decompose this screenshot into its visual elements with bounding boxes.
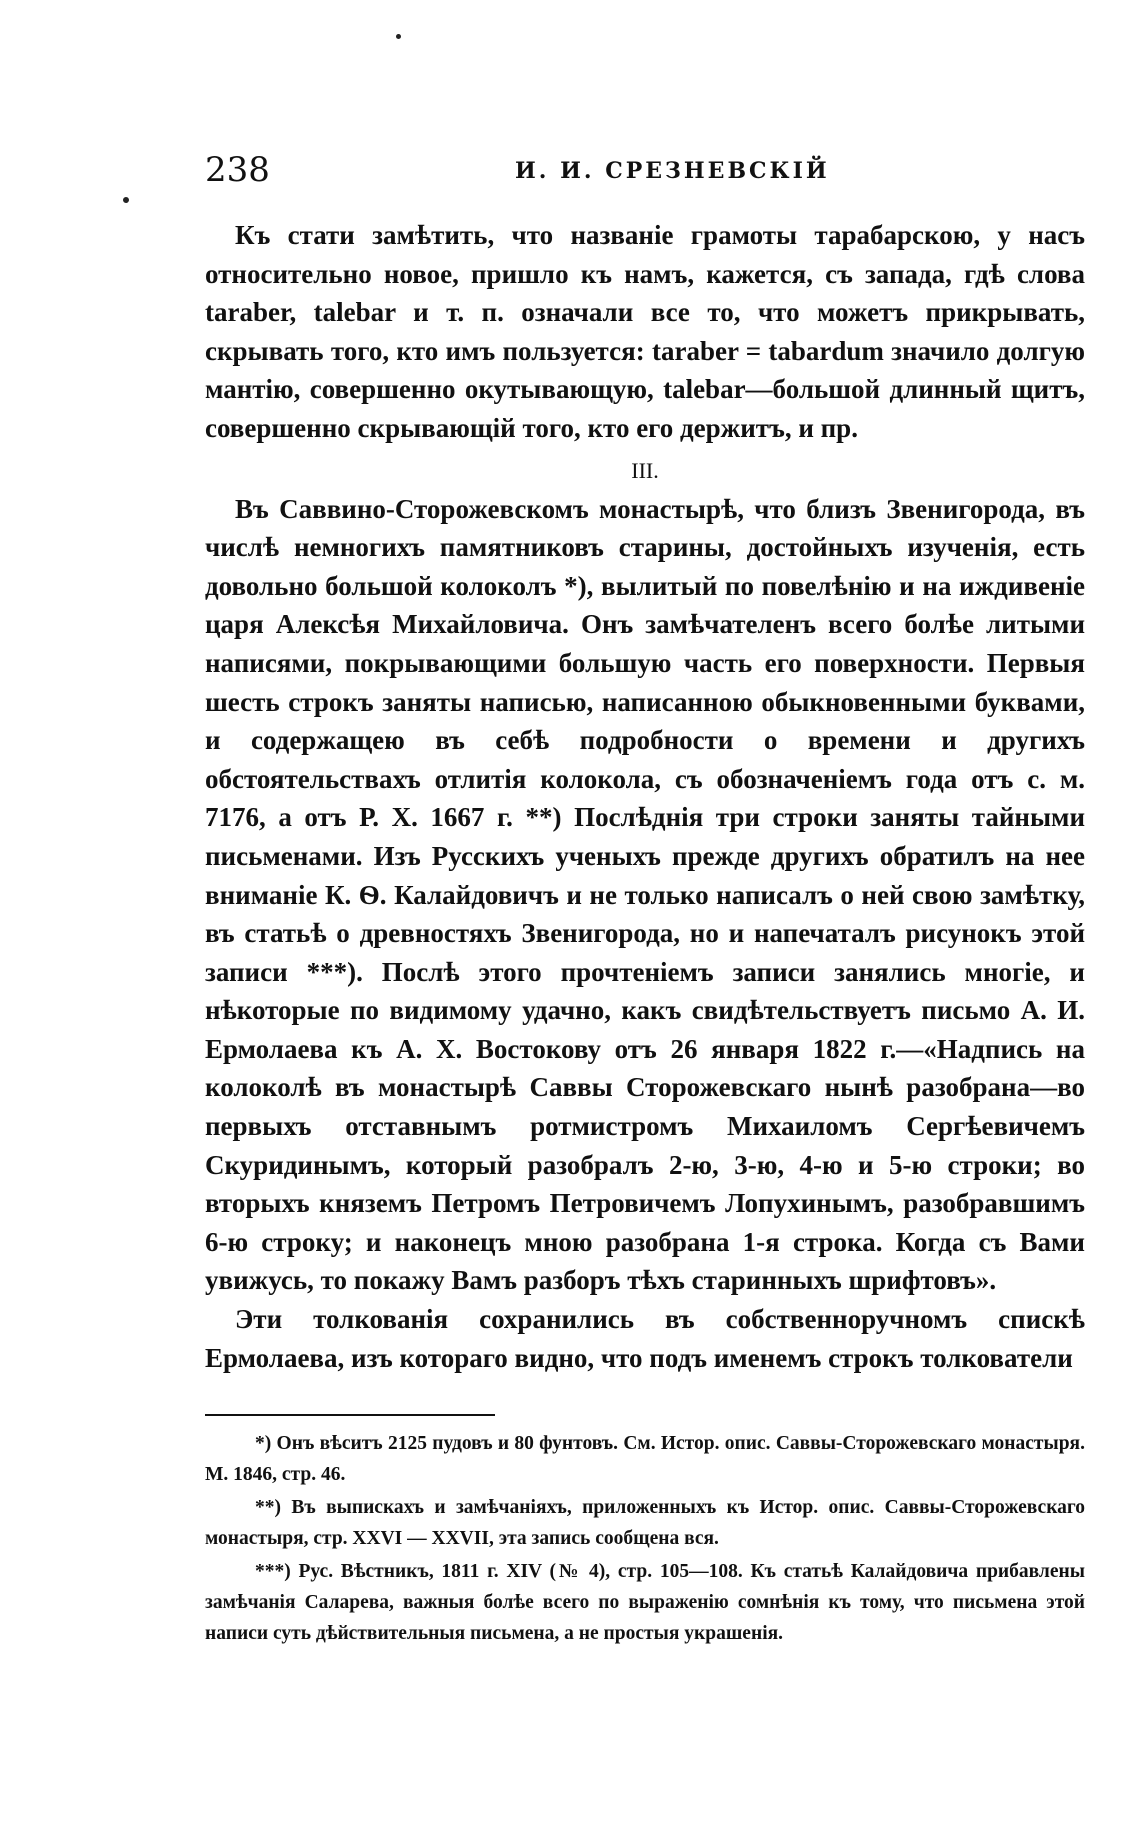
footnote-rule [205,1414,495,1416]
page-header [205,150,1085,196]
paragraph: Къ стати замѣтить, что названіе грамоты тарабарскою, у насъ относительно новое, пришло къ намъ, кажется, съ запада, гдѣ слова taraber, talebar и т. п. означали все то, что можетъ прикрывать, скрывать того, кто имъ пользуется: taraber = tabardum значило долгую мантію, совершенно окутывающую, talebar—большой длинный щитъ, совершенно скрывающій того, кто его держитъ, и пр. [205,220,1085,443]
main-text [205,216,1085,1377]
section-number: III. [631,457,659,483]
running-head: И. И. СРЕЗНЕВСКІЙ [515,158,830,184]
paragraph: Эти толкованія сохранились въ собственноручномъ спискѣ Ермолаева, изъ котораго видно, что подъ именемъ строкъ толкователи [205,1304,1085,1373]
footnote: *) Онъ вѣситъ 2125 пудовъ и 80 фунтовъ. См. Истор. опис. Саввы-Сторожевскаго монастыря. М. 1846, стр. 46. [205,1433,1085,1485]
print-speck [123,197,129,203]
footnote: ***) Рус. Вѣстникъ, 1811 г. XIV (№ 4), стр. 105—108. Къ статьѣ Калайдовича прибавлены замѣчанія Саларева, важныя болѣе всего по выраженію сомнѣнія къ тому, что письмена этой написи суть дѣйствительныя письмена, а не простыя украшенія. [205,1561,1085,1644]
print-speck [396,34,401,39]
page-number: 238 [205,150,270,190]
footnotes [205,1428,1085,1651]
paragraph: Въ Саввино-Сторожевскомъ монастырѣ, что близъ Звенигорода, въ числѣ немногихъ памятниковъ старины, достойныхъ изученія, есть довольно большой колоколъ *), вылитый по повелѣнію и на иждивеніе царя Алексѣя Михайловича. Онъ замѣчателенъ всего болѣе литыми написями, покрывающими большую часть его поверхности. Первыя шесть строкъ заняты написью, написанною обыкновенными буквами, и содержащею въ себѣ подробности о времени и другихъ обстоятельствахъ отлитія колокола, съ обозначеніемъ года отъ с. м. 7176, а отъ Р. Х. 1667 г. **) Послѣднія три строки заняты тайными письменами. Изъ Русскихъ ученыхъ прежде другихъ обратилъ на нее вниманіе К. Ѳ. Калайдовичъ и не только написалъ о ней свою замѣтку, въ статьѣ о древностяхъ Звенигорода, но и напечаталъ рисунокъ этой записи ***). Послѣ этого прочтеніемъ записи занялись многіе, и нѣкоторые по видимому удачно, какъ свидѣтельствуетъ письмо А. И. Ермолаева къ А. Х. Востокову отъ 26 января 1822 г.—«Надпись на колоколѣ въ монастырѣ Саввы Сторожевскаго нынѣ разобрана—во первыхъ отставнымъ ротмистромъ Михаиломъ Сергѣевичемъ Скуридинымъ, который разобралъ 2-ю, 3-ю, 4-ю и 5-ю строки; во вторыхъ княземъ Петромъ Петровичемъ Лопухинымъ, разобравшимъ 6-ю строку; и наконецъ мною разобрана 1-я строка. Когда съ Вами увижусь, то покажу Вамъ разборъ тѣхъ старинныхъ шрифтовъ». [205,493,1085,1296]
footnote: **) Въ выпискахъ и замѣчаніяхъ, приложенныхъ къ Истор. опис. Саввы-Сторожевскаго монастыря, стр. XXVI — XXVII, эта запись сообщена вся. [205,1497,1085,1549]
